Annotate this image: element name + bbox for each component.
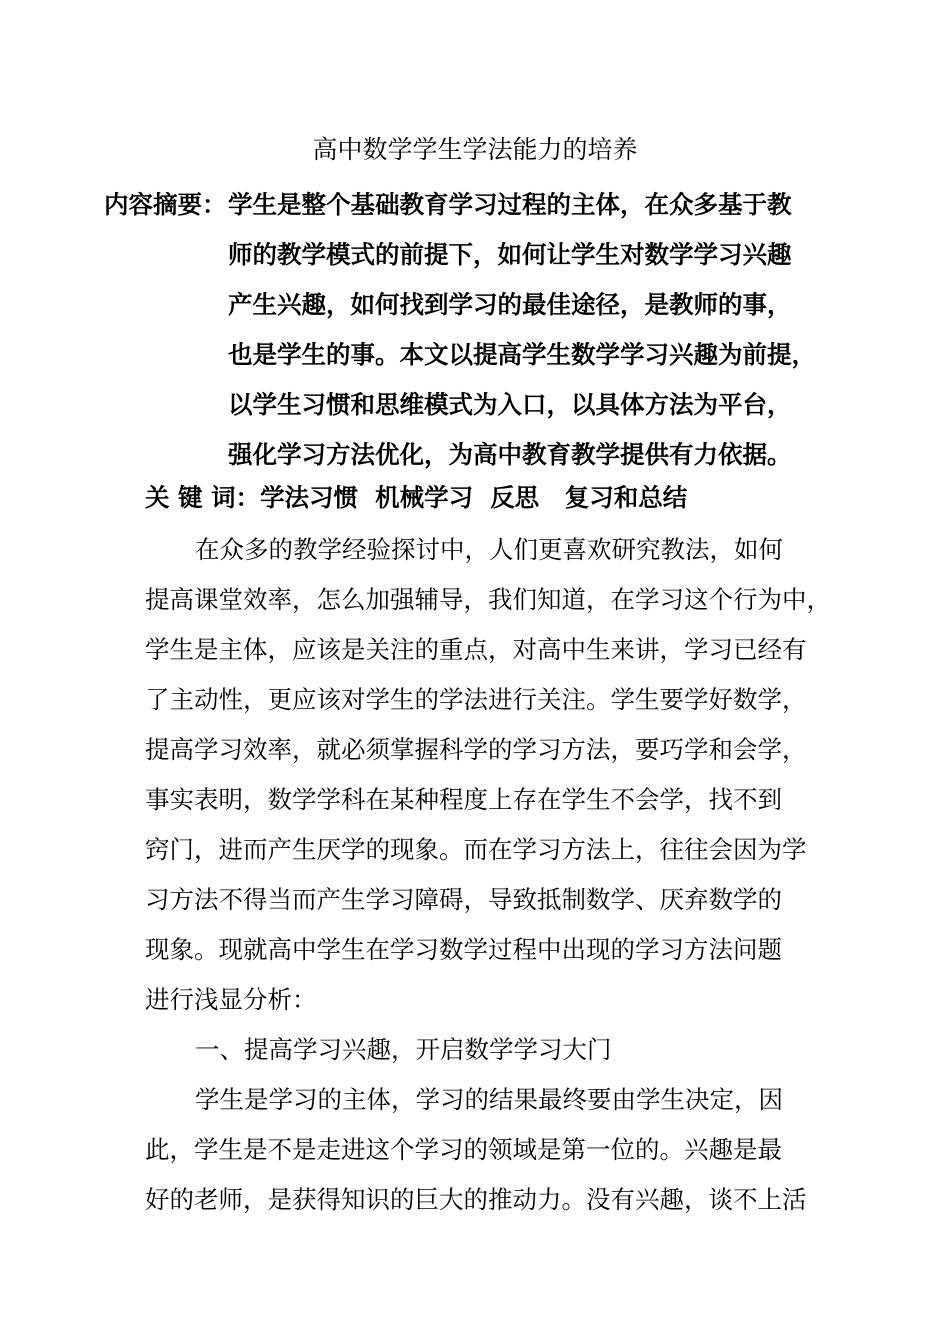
- paragraph-line: 进行浅显分析：: [145, 985, 317, 1014]
- abstract-line: 产生兴趣，如何找到学习的最佳途径，是教师的事，: [228, 290, 792, 319]
- paragraph-line: 事实表明，数学学科在某种程度上存在学生不会学，找不到: [145, 785, 782, 814]
- abstract-line: 也是学生的事。本文以提高学生数学学习兴趣为前提，: [228, 340, 816, 369]
- abstract-text: [228, 180, 828, 480]
- abstract-line: 学生是整个基础教育学习过程的主体，在众多基于教: [228, 190, 792, 219]
- keyword-item: 机械学习: [375, 483, 474, 512]
- abstract-label: 内容摘要：: [104, 190, 227, 219]
- paragraph-line: 好的老师，是获得知识的巨大的推动力。没有兴趣，谈不上活: [145, 1185, 807, 1214]
- keyword-item: 复习和总结: [564, 483, 688, 512]
- keywords-label: 关 键 词：: [145, 483, 261, 512]
- paragraph-line: 学生是主体，应该是关注的重点，对高中生来讲，学习已经有: [145, 635, 807, 664]
- section-heading: 一、提高学习兴趣，开启数学学习大门: [195, 1035, 612, 1064]
- paragraph-line: 了主动性，更应该对学生的学法进行关注。学生要学好数学，: [145, 685, 807, 714]
- document-title: 高中数学学生学法能力的培养: [312, 135, 638, 164]
- abstract-line: 强化学习方法优化，为高中教育教学提供有力依据。: [228, 440, 792, 469]
- paragraph-line: 提高学习效率，就必须掌握科学的学习方法，要巧学和会学，: [145, 735, 807, 764]
- paragraph-line: 在众多的教学经验探讨中，人们更喜欢研究教法，如何: [195, 535, 783, 564]
- abstract-line: 以学生习惯和思维模式为入口，以具体方法为平台，: [228, 390, 792, 419]
- paragraph-line: 此，学生是不是走进这个学习的领域是第一位的。兴趣是最: [145, 1135, 782, 1164]
- paragraph-line: 习方法不得当而产生学习障碍，导致抵制数学、厌弃数学的: [145, 885, 782, 914]
- keywords-line: [145, 478, 687, 518]
- paragraph-line: 学生是学习的主体，学习的结果最终要由学生决定，因: [195, 1085, 783, 1114]
- abstract-line: 师的教学模式的前提下，如何让学生对数学学习兴趣: [228, 240, 792, 269]
- paragraph-line: 窍门，进而产生厌学的现象。而在学习方法上，往往会因为学: [145, 835, 807, 864]
- paragraph-line: 现象。现就高中学生在学习数学过程中出现的学习方法问题: [145, 935, 782, 964]
- keyword-item: 学法习惯: [260, 483, 359, 512]
- keyword-item: 反思: [490, 483, 540, 512]
- paragraph-line: 提高课堂效率，怎么加强辅导，我们知道，在学习这个行为中，: [145, 585, 831, 614]
- body-text: [145, 525, 831, 1225]
